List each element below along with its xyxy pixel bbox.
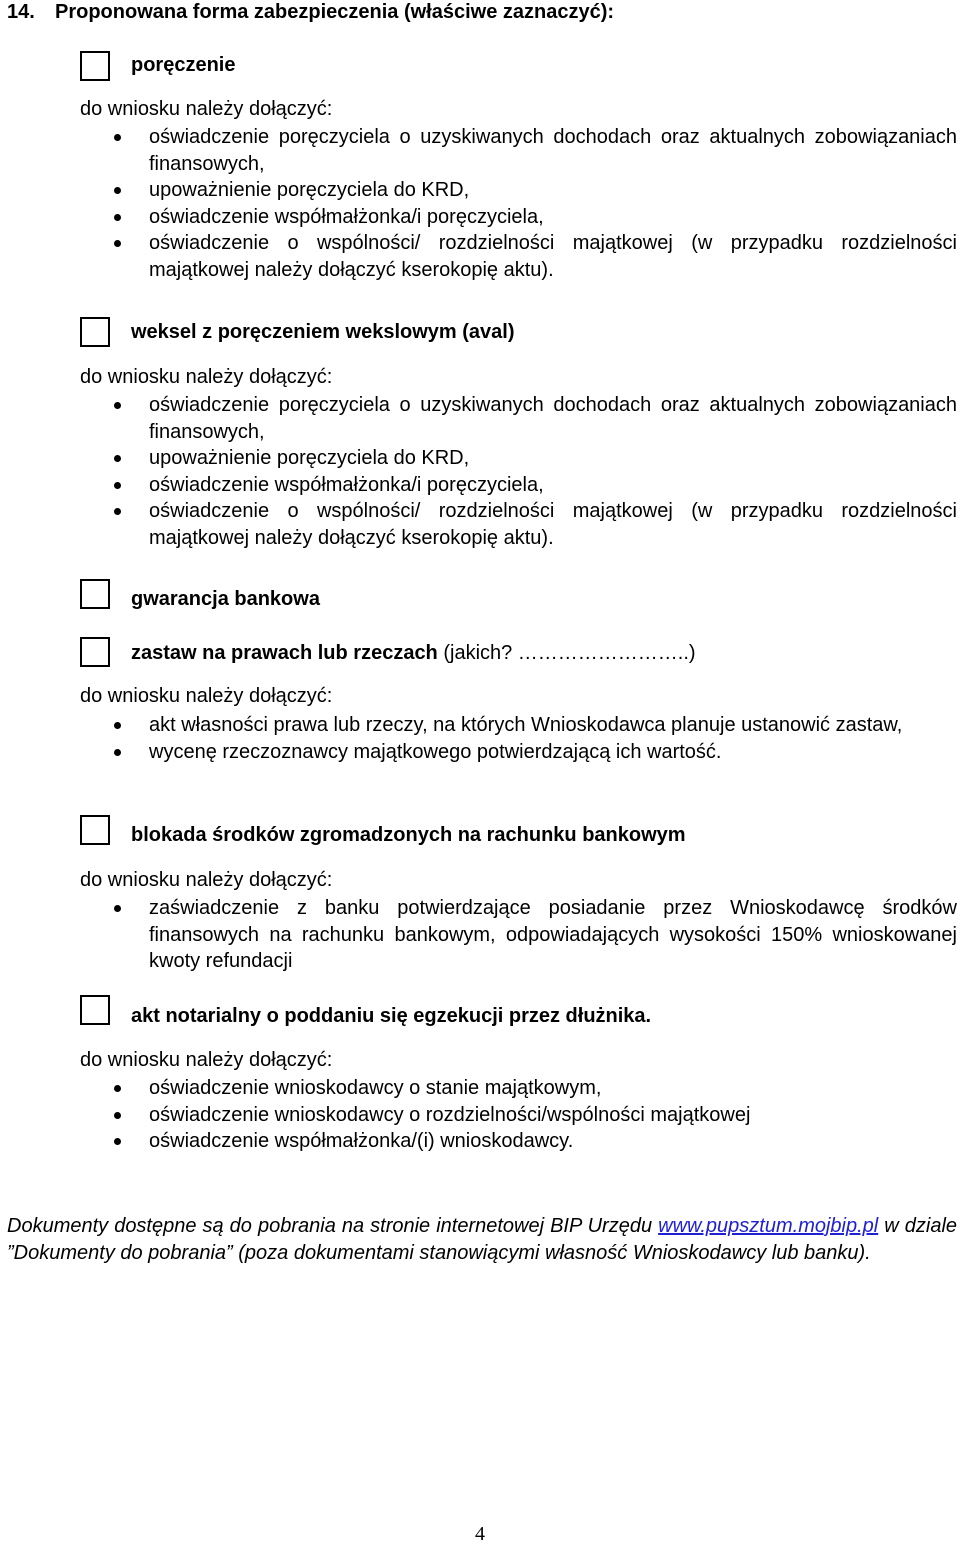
option-label: poręczenie xyxy=(131,54,236,76)
option-label xyxy=(131,641,696,665)
option-label-suffix: (jakich? ……………………..) xyxy=(437,642,696,664)
list-item: oświadczenie o wspólności/ rozdzielności majątkowej (w przypadku rozdzielności majątkowej należy dołączyć kserokopię aktu). xyxy=(0,498,957,551)
checkbox-zastaw[interactable] xyxy=(80,637,110,667)
attachments-list xyxy=(0,1075,960,1155)
option-label: blokada środków zgromadzonych na rachunku bankowym xyxy=(131,824,686,846)
list-item: oświadczenie współmałżonka/i poręczyciela, xyxy=(0,472,957,499)
checkbox-gwarancja-bankowa[interactable] xyxy=(80,579,110,609)
checkbox-weksel[interactable] xyxy=(80,317,110,347)
checkbox-blokada-srodkow[interactable] xyxy=(80,815,110,845)
attachments-list xyxy=(0,124,960,283)
list-item: akt własności prawa lub rzeczy, na których Wnioskodawca planuje ustanowić zastaw, xyxy=(0,712,957,739)
attachments-label: do wniosku należy dołączyć: xyxy=(80,366,333,388)
option-label: weksel z poręczeniem wekslowym (aval) xyxy=(131,321,515,343)
footer-text-after: w dziale ”Dokumenty do pobrania” (poza dokumentami stanowiącymi własność Wnioskodawcy lub banku). xyxy=(7,1215,958,1264)
attachments-label: do wniosku należy dołączyć: xyxy=(80,98,333,120)
section-title: Proponowana forma zabezpieczenia (właściwe zaznaczyć): xyxy=(55,1,615,23)
option-label: gwarancja bankowa xyxy=(131,588,320,610)
list-item: oświadczenie poręczyciela o uzyskiwanych dochodach oraz aktualnych zobowiązaniach finansowych, xyxy=(0,392,957,445)
page-number: 4 xyxy=(475,1523,485,1545)
attachments-list xyxy=(0,712,960,765)
list-item: oświadczenie wnioskodawcy o rozdzielności/wspólności majątkowej xyxy=(0,1102,957,1129)
attachments-label: do wniosku należy dołączyć: xyxy=(80,869,333,891)
list-item: zaświadczenie z banku potwierdzające posiadanie przez Wnioskodawcę środków finansowych na rachunku bankowym, odpowiadających wysokości 150% wnioskowanej kwoty refundacji xyxy=(0,895,957,975)
list-item: oświadczenie poręczyciela o uzyskiwanych dochodach oraz aktualnych zobowiązaniach finansowych, xyxy=(0,124,957,177)
list-item: upoważnienie poręczyciela do KRD, xyxy=(0,445,957,472)
attachments-list xyxy=(0,392,960,551)
attachments-list xyxy=(0,895,960,975)
footer-note xyxy=(7,1213,957,1266)
list-item: oświadczenie współmałżonka/(i) wnioskodawcy. xyxy=(0,1128,957,1155)
option-label-text: zastaw na prawach lub rzeczach xyxy=(131,642,438,664)
list-item: oświadczenie wnioskodawcy o stanie majątkowym, xyxy=(0,1075,957,1102)
section-number: 14. xyxy=(7,1,35,23)
checkbox-poreczenie[interactable] xyxy=(80,51,110,81)
section-heading xyxy=(7,0,614,24)
attachments-label: do wniosku należy dołączyć: xyxy=(80,685,333,707)
list-item: wycenę rzeczoznawcy majątkowego potwierdzającą ich wartość. xyxy=(0,739,957,766)
option-label: akt notarialny o poddaniu się egzekucji przez dłużnika. xyxy=(131,1005,652,1027)
list-item: oświadczenie o wspólności/ rozdzielności majątkowej (w przypadku rozdzielności majątkowej należy dołączyć kserokopię aktu). xyxy=(0,230,957,283)
attachments-label: do wniosku należy dołączyć: xyxy=(80,1049,333,1071)
checkbox-akt-notarialny[interactable] xyxy=(80,995,110,1025)
footer-text-before: Dokumenty dostępne są do pobrania na stronie internetowej BIP Urzędu xyxy=(7,1215,659,1237)
bip-link[interactable]: www.pupsztum.mojbip.pl xyxy=(658,1215,879,1237)
list-item: oświadczenie współmałżonka/i poręczyciela, xyxy=(0,204,957,231)
list-item: upoważnienie poręczyciela do KRD, xyxy=(0,177,957,204)
